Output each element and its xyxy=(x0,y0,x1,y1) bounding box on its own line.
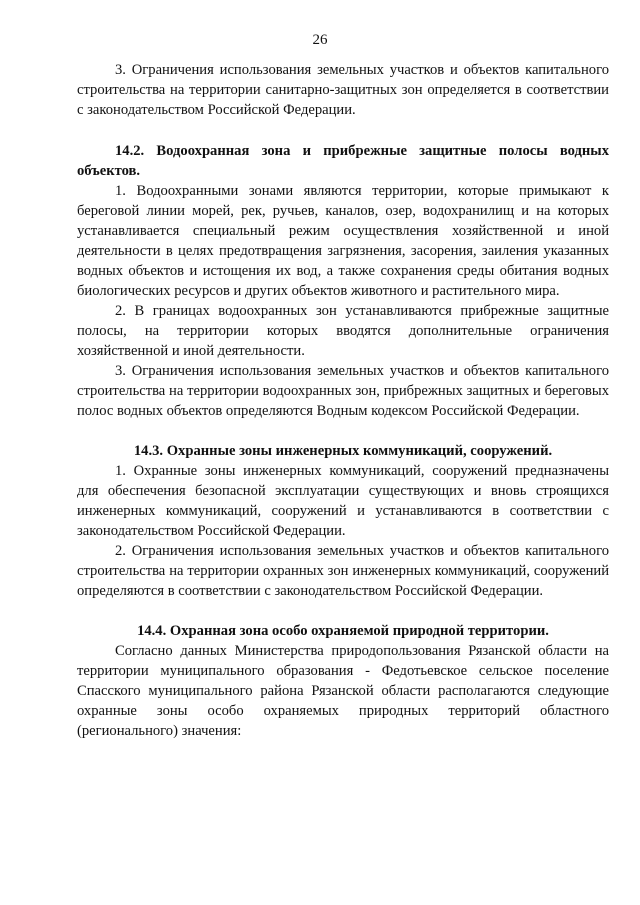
section-heading-14-4: 14.4. Охранная зона особо охраняемой природной территории. xyxy=(137,623,549,639)
document-body xyxy=(77,60,609,741)
section-heading-14-2: 14.2. Водоохранная зона и прибрежные защитные полосы водных объектов. xyxy=(77,143,609,179)
section-heading-14-3: 14.3. Охранные зоны инженерных коммуникаций, сооружений. xyxy=(133,443,553,459)
paragraph-szz-restrictions: 3. Ограничения использования земельных участков и объектов капитального строительства на территории санитарно-защитных зон определяется в соответствии с законодательством Российской Федерации. xyxy=(77,62,609,118)
paragraph-14-2-3: 3. Ограничения использования земельных участков и объектов капитального строительства на территории водоохранных зон, прибрежных защитных и береговых полос водных объектов определяются Водным кодексом Российской Федерации. xyxy=(77,363,609,419)
paragraph-14-2-1: 1. Водоохранными зонами являются территории, которые примыкают к береговой линии морей, рек, ручьев, каналов, озер, водохранилищ и на которых устанавливается специальный режим осуществления хозяйственной и иной деятельности в целях предотвращения загрязнения, засорения, заиления указанных водных объектов и истощения их вод, а также сохранения среды обитания водных биологических ресурсов и других объектов животного и растительного мира. xyxy=(77,183,609,299)
paragraph-14-2-2: 2. В границах водоохранных зон устанавливаются прибрежные защитные полосы, на территории которых вводятся дополнительные ограничения хозяйственной и иной деятельности. xyxy=(77,303,609,359)
paragraph-14-3-1: 1. Охранные зоны инженерных коммуникаций, сооружений предназначены для обеспечения безопасной эксплуатации существующих и вновь строящихся инженерных коммуникаций, сооружений и устанавливаются в соответствии с законодательством Российской Федерации. xyxy=(77,463,609,539)
page-number: 26 xyxy=(312,32,328,48)
paragraph-14-4-1: Согласно данных Министерства природопользования Рязанской области на территории муниципального образования - Федотьевское сельское поселение Спасского муниципального района Рязанской области располагаются следующие охранные зоны особо охраняемых природных территорий областного (регионального) значения: xyxy=(77,643,609,739)
paragraph-14-3-2: 2. Ограничения использования земельных участков и объектов капитального строительства на территории охранных зон инженерных коммуникаций, сооружений определяются в соответствии с законодательством Российской Федерации. xyxy=(77,543,609,599)
